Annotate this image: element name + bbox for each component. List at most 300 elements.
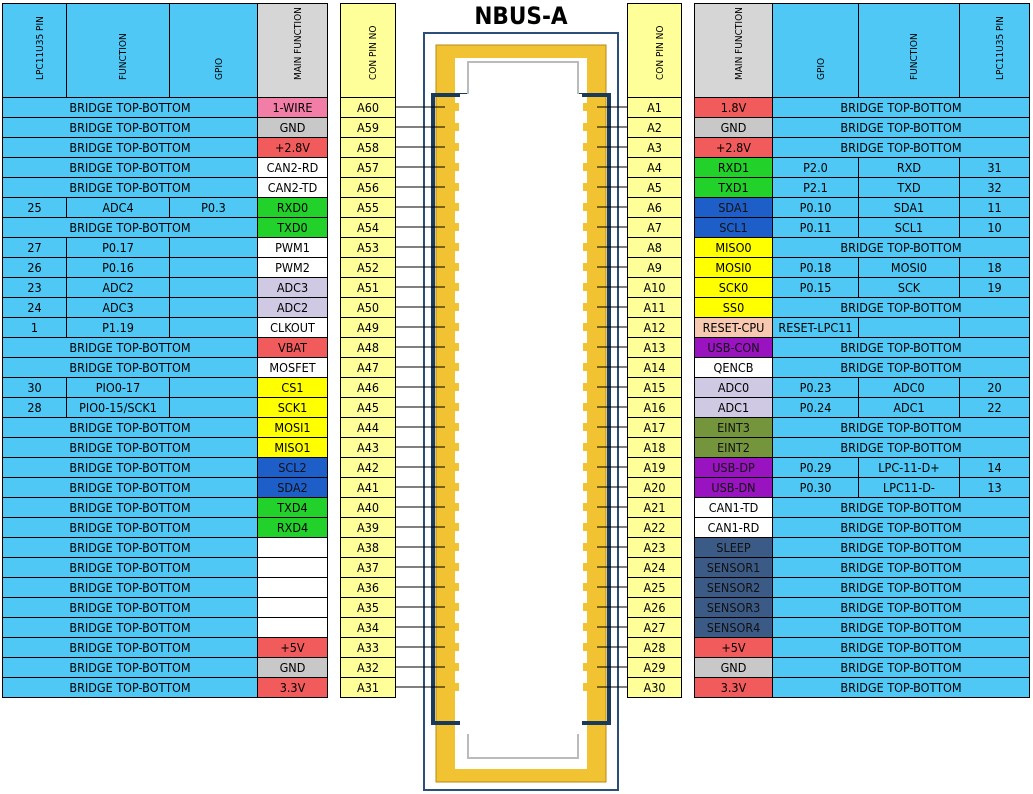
left-con-pin-cell: A50	[340, 297, 396, 318]
right-contact-pad	[583, 543, 597, 551]
right-contact-pad	[583, 183, 597, 191]
left-main-function-cell: PWM2	[257, 257, 328, 278]
right-main-function-cell: USB-DP	[694, 457, 773, 478]
left-main-function-cell: MOSFET	[257, 357, 328, 378]
right-con-pin-cell: A4	[627, 157, 682, 178]
right-main-function-cell: TXD1	[694, 177, 773, 198]
left-gpio-cell	[169, 397, 258, 418]
left-gpio-cell	[169, 257, 258, 278]
left-function-cell: P0.16	[66, 257, 170, 278]
left-bridge-cell: BRIDGE TOP-BOTTOM	[2, 177, 258, 198]
left-lpc-pin-cell: 25	[2, 197, 67, 218]
right-con-pin-cell: A6	[627, 197, 682, 218]
right-main-function-cell: SCL1	[694, 217, 773, 238]
right-con-pin-cell: A19	[627, 457, 682, 478]
left-bridge-cell: BRIDGE TOP-BOTTOM	[2, 637, 258, 658]
left-con-pin-cell: A36	[340, 577, 396, 598]
right-bridge-cell: BRIDGE TOP-BOTTOM	[772, 297, 1030, 318]
right-contact-pad	[583, 363, 597, 371]
left-con-pin-cell: A47	[340, 357, 396, 378]
left-function-cell: ADC3	[66, 297, 170, 318]
right-con-pin-cell: A17	[627, 417, 682, 438]
left-con-pin-cell: A39	[340, 517, 396, 538]
left-con-pin-cell: A56	[340, 177, 396, 198]
right-function-cell: SDA1	[858, 197, 960, 218]
left-contact-pad	[445, 423, 459, 431]
left-con-pin-cell: A53	[340, 237, 396, 258]
left-contact-pad	[445, 663, 459, 671]
right-main-function-cell: RXD1	[694, 157, 773, 178]
right-con-pin-cell: A8	[627, 237, 682, 258]
left-contact-pad	[445, 183, 459, 191]
right-contact-pad	[583, 563, 597, 571]
right-gpio-cell: P0.23	[772, 377, 859, 398]
left-bridge-cell: BRIDGE TOP-BOTTOM	[2, 597, 258, 618]
left-contact-pad	[445, 443, 459, 451]
right-con-pin-cell: A22	[627, 517, 682, 538]
left-header-label: LPC11U35 PIN	[34, 16, 46, 80]
right-header-func	[858, 3, 960, 98]
left-bridge-cell: BRIDGE TOP-BOTTOM	[2, 497, 258, 518]
left-lpc-pin-cell: 27	[2, 237, 67, 258]
left-lpc-pin-cell: 28	[2, 397, 67, 418]
left-con-pin-cell: A40	[340, 497, 396, 518]
left-contact-pad	[445, 643, 459, 651]
right-contact-pad	[583, 403, 597, 411]
right-contact-pad	[583, 683, 597, 691]
right-contact-pad	[583, 443, 597, 451]
left-con-pin-cell: A34	[340, 617, 396, 638]
right-con-pin-cell: A3	[627, 137, 682, 158]
left-contact-pad	[445, 303, 459, 311]
right-con-pin-cell: A23	[627, 537, 682, 558]
right-con-pin-cell: A25	[627, 577, 682, 598]
left-function-cell: PIO0-15/SCK1	[66, 397, 170, 418]
left-bridge-cell: BRIDGE TOP-BOTTOM	[2, 217, 258, 238]
left-main-function-cell: ADC3	[257, 277, 328, 298]
left-gpio-cell	[169, 317, 258, 338]
right-header-con	[627, 3, 682, 98]
right-con-pin-cell: A30	[627, 677, 682, 698]
left-con-pin-cell: A54	[340, 217, 396, 238]
left-main-function-cell: TXD4	[257, 497, 328, 518]
right-main-function-cell: SS0	[694, 297, 773, 318]
connector-white-slot	[468, 62, 578, 758]
right-contact-pad	[583, 123, 597, 131]
right-lpc-pin-cell: 18	[959, 257, 1030, 278]
left-contact-pad	[445, 583, 459, 591]
left-con-pin-cell: A58	[340, 137, 396, 158]
left-bridge-cell: BRIDGE TOP-BOTTOM	[2, 137, 258, 158]
right-bridge-cell: BRIDGE TOP-BOTTOM	[772, 357, 1030, 378]
right-function-cell: MOSI0	[858, 257, 960, 278]
right-lpc-pin-cell: 13	[959, 477, 1030, 498]
left-header-con	[340, 3, 396, 98]
right-function-cell: SCK	[858, 277, 960, 298]
left-contact-pad	[445, 403, 459, 411]
left-function-cell: P0.17	[66, 237, 170, 258]
right-main-function-cell: USB-DN	[694, 477, 773, 498]
left-main-function-cell: VBAT	[257, 337, 328, 358]
left-contact-pad	[445, 383, 459, 391]
left-contact-pad	[445, 123, 459, 131]
right-main-function-cell: SENSOR4	[694, 617, 773, 638]
right-header-gpio	[772, 3, 859, 98]
left-function-cell: ADC2	[66, 277, 170, 298]
right-main-function-cell: SLEEP	[694, 537, 773, 558]
left-header-func	[66, 3, 170, 98]
right-bridge-cell: BRIDGE TOP-BOTTOM	[772, 237, 1030, 258]
right-lpc-pin-cell: 11	[959, 197, 1030, 218]
left-con-pin-cell: A37	[340, 557, 396, 578]
right-contact-pad	[583, 303, 597, 311]
left-contact-pad	[445, 683, 459, 691]
right-lpc-pin-cell: 22	[959, 397, 1030, 418]
left-bridge-cell: BRIDGE TOP-BOTTOM	[2, 477, 258, 498]
left-bridge-cell: BRIDGE TOP-BOTTOM	[2, 457, 258, 478]
right-contact-pad	[583, 203, 597, 211]
left-lpc-pin-cell: 26	[2, 257, 67, 278]
left-lpc-pin-cell: 30	[2, 377, 67, 398]
right-function-cell: LPC-11-D+	[858, 457, 960, 478]
left-bridge-cell: BRIDGE TOP-BOTTOM	[2, 357, 258, 378]
left-contact-pad	[445, 323, 459, 331]
right-contact-pad	[583, 523, 597, 531]
left-lpc-pin-cell: 23	[2, 277, 67, 298]
right-contact-pad	[583, 483, 597, 491]
right-gpio-cell: P0.10	[772, 197, 859, 218]
right-main-function-cell: ADC0	[694, 377, 773, 398]
left-contact-pad	[445, 203, 459, 211]
right-lpc-pin-cell: 32	[959, 177, 1030, 198]
right-function-cell: RXD	[858, 157, 960, 178]
right-header-label: LPC11U35 PIN	[994, 16, 1006, 80]
connector-title: NBUS-A	[474, 2, 568, 30]
left-contact-pad	[445, 283, 459, 291]
right-gpio-cell: P0.24	[772, 397, 859, 418]
right-main-function-cell: 1.8V	[694, 97, 773, 118]
right-lpc-pin-cell: 14	[959, 457, 1030, 478]
left-bridge-cell: BRIDGE TOP-BOTTOM	[2, 657, 258, 678]
right-bridge-cell: BRIDGE TOP-BOTTOM	[772, 117, 1030, 138]
right-con-pin-cell: A26	[627, 597, 682, 618]
left-con-pin-cell: A32	[340, 657, 396, 678]
right-gpio-cell: RESET-LPC11	[772, 317, 859, 338]
right-bridge-cell: BRIDGE TOP-BOTTOM	[772, 537, 1030, 558]
right-main-function-cell: CAN1-TD	[694, 497, 773, 518]
right-header-label: CON PIN NO	[654, 25, 666, 80]
left-bridge-cell: BRIDGE TOP-BOTTOM	[2, 517, 258, 538]
right-con-pin-cell: A5	[627, 177, 682, 198]
left-contact-pad	[445, 563, 459, 571]
left-con-pin-cell: A52	[340, 257, 396, 278]
left-function-cell: P1.19	[66, 317, 170, 338]
left-main-function-cell: CLKOUT	[257, 317, 328, 338]
left-gpio-cell: P0.3	[169, 197, 258, 218]
left-main-function-cell: PWM1	[257, 237, 328, 258]
left-main-function-cell: GND	[257, 657, 328, 678]
right-gpio-cell: P0.30	[772, 477, 859, 498]
right-con-pin-cell: A11	[627, 297, 682, 318]
left-header-gpio	[169, 3, 258, 98]
left-bridge-cell: BRIDGE TOP-BOTTOM	[2, 117, 258, 138]
right-gpio-cell: P0.11	[772, 217, 859, 238]
right-contact-pad	[583, 583, 597, 591]
left-header-label: GPIO	[213, 57, 225, 80]
left-con-pin-cell: A43	[340, 437, 396, 458]
left-header-main	[257, 3, 328, 98]
left-main-function-cell: SDA2	[257, 477, 328, 498]
left-contact-pad	[445, 243, 459, 251]
right-con-pin-cell: A29	[627, 657, 682, 678]
left-con-pin-cell: A57	[340, 157, 396, 178]
right-gpio-cell: P2.0	[772, 157, 859, 178]
right-contact-pad	[583, 143, 597, 151]
right-bridge-cell: BRIDGE TOP-BOTTOM	[772, 137, 1030, 158]
right-function-cell: ADC1	[858, 397, 960, 418]
left-contact-pad	[445, 623, 459, 631]
left-gpio-cell	[169, 237, 258, 258]
right-main-function-cell: +5V	[694, 637, 773, 658]
connector-inner-opening	[455, 58, 587, 769]
left-con-pin-cell: A59	[340, 117, 396, 138]
right-contact-pad	[583, 503, 597, 511]
right-gpio-cell: P0.15	[772, 277, 859, 298]
right-main-function-cell: CAN1-RD	[694, 517, 773, 538]
right-function-cell: SCL1	[858, 217, 960, 238]
right-header-label: MAIN FUNCTION	[733, 7, 745, 80]
left-contact-pad	[445, 343, 459, 351]
right-header-pin	[959, 3, 1030, 98]
connector-dark-border	[433, 95, 609, 723]
left-gpio-cell	[169, 377, 258, 398]
left-main-function-cell	[257, 537, 328, 558]
right-bridge-cell: BRIDGE TOP-BOTTOM	[772, 337, 1030, 358]
right-header-main	[694, 3, 773, 98]
right-main-function-cell: 3.3V	[694, 677, 773, 698]
right-contact-pad	[583, 383, 597, 391]
right-con-pin-cell: A2	[627, 117, 682, 138]
left-con-pin-cell: A38	[340, 537, 396, 558]
left-con-pin-cell: A35	[340, 597, 396, 618]
right-con-pin-cell: A21	[627, 497, 682, 518]
right-con-pin-cell: A18	[627, 437, 682, 458]
right-main-function-cell: MOSI0	[694, 257, 773, 278]
right-bridge-cell: BRIDGE TOP-BOTTOM	[772, 657, 1030, 678]
right-main-function-cell: SENSOR1	[694, 557, 773, 578]
left-contact-pad	[445, 503, 459, 511]
left-con-pin-cell: A60	[340, 97, 396, 118]
connector-gold-frame	[436, 45, 606, 782]
left-function-cell: ADC4	[66, 197, 170, 218]
right-lpc-pin-cell: 20	[959, 377, 1030, 398]
right-main-function-cell: RESET-CPU	[694, 317, 773, 338]
right-function-cell: ADC0	[858, 377, 960, 398]
left-header-label: CON PIN NO	[368, 25, 379, 80]
right-contact-pad	[583, 463, 597, 471]
right-con-pin-cell: A12	[627, 317, 682, 338]
left-main-function-cell: +5V	[257, 637, 328, 658]
right-main-function-cell: +2.8V	[694, 137, 773, 158]
right-con-pin-cell: A15	[627, 377, 682, 398]
right-contact-pad	[583, 343, 597, 351]
right-con-pin-cell: A7	[627, 217, 682, 238]
left-con-pin-cell: A45	[340, 397, 396, 418]
right-con-pin-cell: A14	[627, 357, 682, 378]
right-con-pin-cell: A24	[627, 557, 682, 578]
left-bridge-cell: BRIDGE TOP-BOTTOM	[2, 157, 258, 178]
right-contact-pad	[583, 423, 597, 431]
left-main-function-cell	[257, 577, 328, 598]
left-bridge-cell: BRIDGE TOP-BOTTOM	[2, 617, 258, 638]
left-main-function-cell: ADC2	[257, 297, 328, 318]
right-main-function-cell: USB-CON	[694, 337, 773, 358]
left-con-pin-cell: A41	[340, 477, 396, 498]
left-main-function-cell	[257, 617, 328, 638]
right-main-function-cell: QENCB	[694, 357, 773, 378]
left-main-function-cell: TXD0	[257, 217, 328, 238]
left-contact-pad	[445, 543, 459, 551]
left-main-function-cell: MOSI1	[257, 417, 328, 438]
right-con-pin-cell: A1	[627, 97, 682, 118]
left-bridge-cell: BRIDGE TOP-BOTTOM	[2, 677, 258, 698]
right-lpc-pin-cell	[959, 317, 1030, 338]
left-contact-pad	[445, 523, 459, 531]
left-function-cell: PIO0-17	[66, 377, 170, 398]
connector-slot-body	[460, 94, 582, 734]
right-bridge-cell: BRIDGE TOP-BOTTOM	[772, 577, 1030, 598]
left-contact-pad	[445, 463, 459, 471]
right-bridge-cell: BRIDGE TOP-BOTTOM	[772, 417, 1030, 438]
right-con-pin-cell: A20	[627, 477, 682, 498]
left-main-function-cell: MISO1	[257, 437, 328, 458]
left-main-function-cell: GND	[257, 117, 328, 138]
right-bridge-cell: BRIDGE TOP-BOTTOM	[772, 617, 1030, 638]
left-contact-pad	[445, 103, 459, 111]
left-bridge-cell: BRIDGE TOP-BOTTOM	[2, 537, 258, 558]
left-contact-pad	[445, 163, 459, 171]
right-main-function-cell: MISO0	[694, 237, 773, 258]
right-lpc-pin-cell: 19	[959, 277, 1030, 298]
left-bridge-cell: BRIDGE TOP-BOTTOM	[2, 577, 258, 598]
right-main-function-cell: SENSOR3	[694, 597, 773, 618]
left-contact-pad	[445, 263, 459, 271]
right-contact-pad	[583, 323, 597, 331]
left-contact-pad	[445, 363, 459, 371]
right-main-function-cell: EINT2	[694, 437, 773, 458]
left-gpio-cell	[169, 297, 258, 318]
right-contact-pad	[583, 663, 597, 671]
left-con-pin-cell: A31	[340, 677, 396, 698]
right-lpc-pin-cell: 31	[959, 157, 1030, 178]
left-bridge-cell: BRIDGE TOP-BOTTOM	[2, 97, 258, 118]
left-main-function-cell: CAN2-RD	[257, 157, 328, 178]
left-main-function-cell: 1-WIRE	[257, 97, 328, 118]
right-con-pin-cell: A13	[627, 337, 682, 358]
right-header-label: FUNCTION	[909, 33, 920, 80]
connector-outline	[424, 33, 618, 790]
left-main-function-cell: RXD4	[257, 517, 328, 538]
left-lpc-pin-cell: 24	[2, 297, 67, 318]
left-con-pin-cell: A49	[340, 317, 396, 338]
right-bridge-cell: BRIDGE TOP-BOTTOM	[772, 557, 1030, 578]
right-main-function-cell: EINT3	[694, 417, 773, 438]
right-bridge-cell: BRIDGE TOP-BOTTOM	[772, 637, 1030, 658]
left-main-function-cell: RXD0	[257, 197, 328, 218]
right-con-pin-cell: A28	[627, 637, 682, 658]
left-bridge-cell: BRIDGE TOP-BOTTOM	[2, 557, 258, 578]
left-main-function-cell: CS1	[257, 377, 328, 398]
right-bridge-cell: BRIDGE TOP-BOTTOM	[772, 597, 1030, 618]
left-main-function-cell: SCK1	[257, 397, 328, 418]
left-con-pin-cell: A33	[340, 637, 396, 658]
left-contact-pad	[445, 143, 459, 151]
left-contact-pad	[445, 223, 459, 231]
right-bridge-cell: BRIDGE TOP-BOTTOM	[772, 497, 1030, 518]
right-main-function-cell: SCK0	[694, 277, 773, 298]
right-bridge-cell: BRIDGE TOP-BOTTOM	[772, 677, 1030, 698]
left-contact-pad	[445, 483, 459, 491]
right-contact-pad	[583, 103, 597, 111]
left-gpio-cell	[169, 277, 258, 298]
right-function-cell: LPC11-D-	[858, 477, 960, 498]
left-main-function-cell	[257, 557, 328, 578]
right-contact-pad	[583, 263, 597, 271]
left-con-pin-cell: A51	[340, 277, 396, 298]
left-main-function-cell: +2.8V	[257, 137, 328, 158]
left-con-pin-cell: A55	[340, 197, 396, 218]
right-header-label: GPIO	[815, 57, 827, 80]
right-gpio-cell: P0.29	[772, 457, 859, 478]
right-contact-pad	[583, 283, 597, 291]
left-main-function-cell	[257, 597, 328, 618]
right-con-pin-cell: A16	[627, 397, 682, 418]
right-contact-pad	[583, 603, 597, 611]
right-main-function-cell: GND	[694, 657, 773, 678]
left-main-function-cell: 3.3V	[257, 677, 328, 698]
right-lpc-pin-cell: 10	[959, 217, 1030, 238]
left-contact-pad	[445, 603, 459, 611]
left-bridge-cell: BRIDGE TOP-BOTTOM	[2, 417, 258, 438]
left-main-function-cell: SCL2	[257, 457, 328, 478]
right-contact-pad	[583, 623, 597, 631]
right-bridge-cell: BRIDGE TOP-BOTTOM	[772, 437, 1030, 458]
left-main-function-cell: CAN2-TD	[257, 177, 328, 198]
left-header-label: MAIN FUNCTION	[292, 7, 304, 80]
left-lpc-pin-cell: 1	[2, 317, 67, 338]
left-con-pin-cell: A42	[340, 457, 396, 478]
right-contact-pad	[583, 243, 597, 251]
right-con-pin-cell: A10	[627, 277, 682, 298]
right-main-function-cell: SDA1	[694, 197, 773, 218]
left-bridge-cell: BRIDGE TOP-BOTTOM	[2, 437, 258, 458]
left-con-pin-cell: A48	[340, 337, 396, 358]
left-header-label: FUNCTION	[118, 33, 129, 80]
right-con-pin-cell: A9	[627, 257, 682, 278]
right-gpio-cell: P0.18	[772, 257, 859, 278]
right-main-function-cell: ADC1	[694, 397, 773, 418]
right-contact-pad	[583, 163, 597, 171]
right-con-pin-cell: A27	[627, 617, 682, 638]
right-bridge-cell: BRIDGE TOP-BOTTOM	[772, 97, 1030, 118]
left-con-pin-cell: A46	[340, 377, 396, 398]
right-contact-pad	[583, 643, 597, 651]
right-main-function-cell: SENSOR2	[694, 577, 773, 598]
right-gpio-cell: P2.1	[772, 177, 859, 198]
right-function-cell	[858, 317, 960, 338]
right-main-function-cell: GND	[694, 117, 773, 138]
right-bridge-cell: BRIDGE TOP-BOTTOM	[772, 517, 1030, 538]
